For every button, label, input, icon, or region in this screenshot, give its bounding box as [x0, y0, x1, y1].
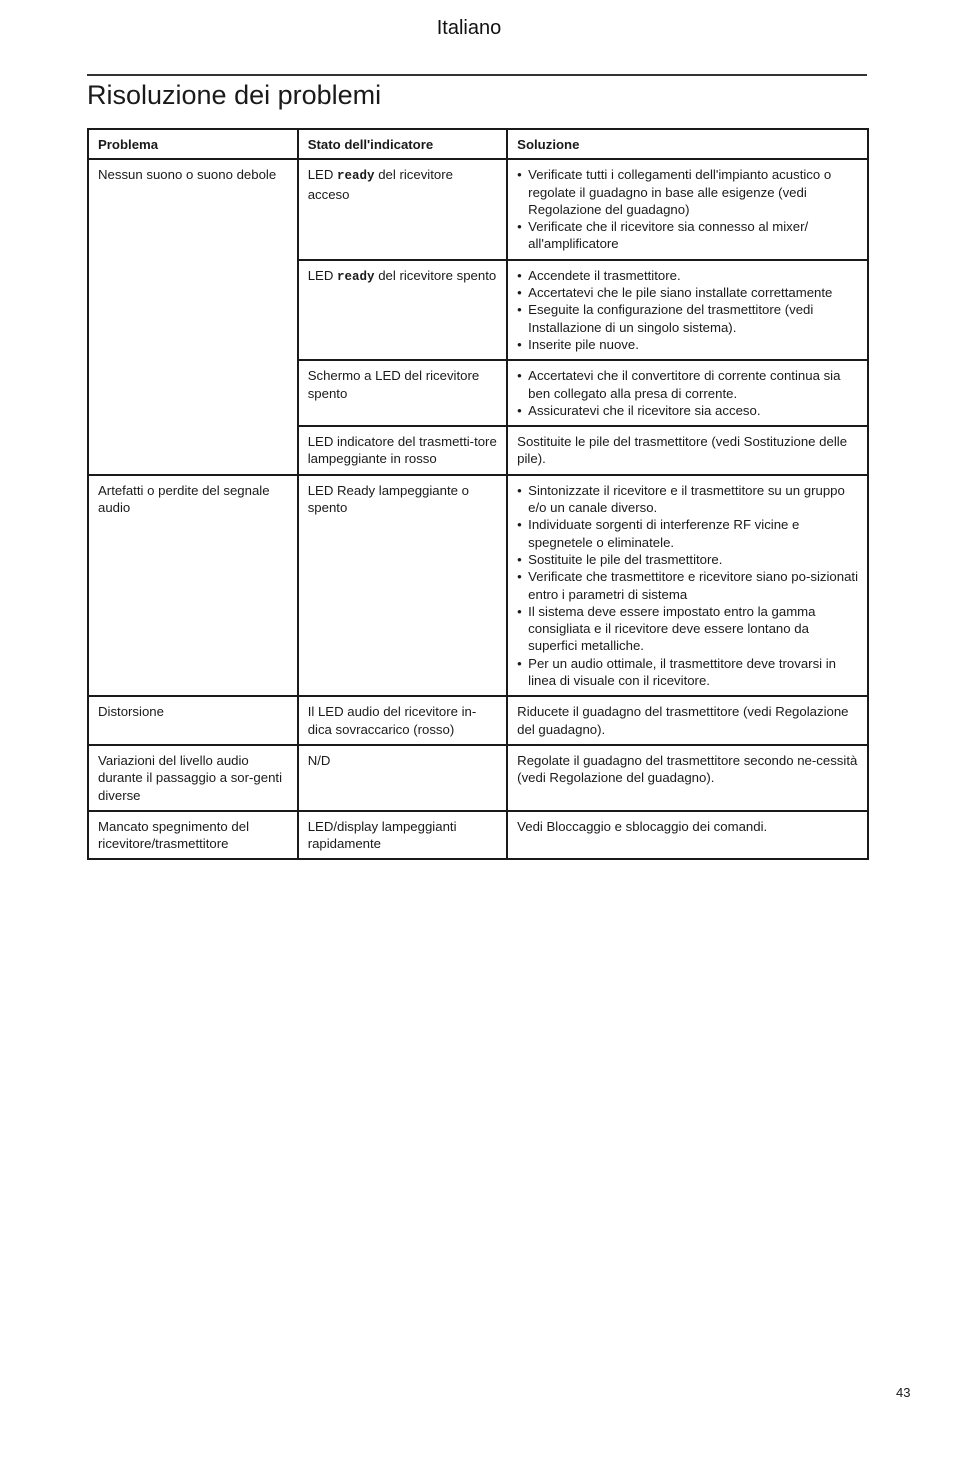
- solution-item: • Accertatevi che il convertitore di corrente continua sia ben collegato alla presa di corrente.: [517, 367, 859, 402]
- status-prefix: LED: [307, 167, 338, 183]
- table-row: [88, 159, 868, 259]
- problem-cell: Variazioni del livello audio durante il passaggio a sor-genti diverse: [88, 745, 298, 811]
- table-row: [88, 696, 868, 745]
- table-row: [88, 811, 868, 860]
- problem-cell: Mancato spegnimento del ricevitore/trasmettitore: [88, 811, 298, 860]
- troubleshooting-table: [87, 128, 869, 860]
- status-cell: [298, 260, 507, 360]
- solution-item: • Verificate che trasmettitore e ricevitore siano po-sizionati entro i parametri di sistema: [517, 568, 859, 603]
- solution-cell: [507, 159, 868, 259]
- status-code: ready: [337, 269, 375, 284]
- status-cell: [298, 159, 507, 259]
- column-header-status: Stato dell'indicatore: [298, 129, 507, 159]
- column-header-problem: Problema: [88, 129, 298, 159]
- status-cell: LED Ready lampeggiante o spento: [298, 475, 507, 697]
- solution-cell: Vedi Bloccaggio e sblocaggio dei comandi.: [507, 811, 868, 860]
- problem-cell: Distorsione: [88, 696, 298, 745]
- solution-item: • Verificate tutti i collegamenti dell'impianto acustico o regolate il guadagno in base alle esigenze (vedi Regolazione del guadagno): [517, 166, 859, 218]
- solution-cell: [507, 260, 868, 360]
- solution-cell: Sostituite le pile del trasmettitore (vedi Sostituzione delle pile).: [507, 426, 868, 475]
- solution-cell: Riducete il guadagno del trasmettitore (vedi Regolazione del guadagno).: [507, 696, 868, 745]
- status-suffix: del ricevitore spento: [374, 267, 497, 283]
- status-cell: LED/display lampeggianti rapidamente: [298, 811, 507, 860]
- problem-cell: Nessun suono o suono debole: [88, 159, 298, 474]
- page-number: 43: [896, 1385, 911, 1400]
- problem-cell: Artefatti o perdite del segnale audio: [88, 475, 298, 697]
- table-row: [88, 745, 868, 811]
- solution-item: • Verificate che il ricevitore sia connesso al mixer/ all'amplificatore: [517, 218, 859, 253]
- column-header-solution: Soluzione: [507, 129, 868, 159]
- status-cell: N/D: [298, 745, 507, 811]
- status-cell: LED indicatore del trasmetti-tore lampeggiante in rosso: [298, 426, 507, 475]
- solution-item: • Accertatevi che le pile siano installate correttamente: [517, 284, 859, 301]
- solution-item: • Il sistema deve essere impostato entro la gamma consigliata e il ricevitore deve essere lontano da superfici metalliche.: [517, 603, 859, 655]
- status-suffix: del ricevitore acceso: [307, 167, 453, 202]
- language-header: Italiano: [436, 17, 502, 39]
- page-title: Risoluzione dei problemi: [87, 80, 382, 110]
- solution-item: • Sintonizzate il ricevitore e il trasmettitore su un gruppo e/o un canale diverso.: [517, 482, 859, 517]
- solution-item: • Inserite pile nuove.: [517, 336, 859, 353]
- status-code: ready: [337, 169, 375, 184]
- solution-item: • Accendete il trasmettitore.: [517, 267, 859, 284]
- solution-item: • Per un audio ottimale, il trasmettitore deve trovarsi in linea di visuale con il ricevitore.: [517, 655, 859, 690]
- status-cell: Il LED audio del ricevitore in-dica sovraccarico (rosso): [298, 696, 507, 745]
- table-header-row: [88, 129, 868, 159]
- title-rule: [87, 74, 867, 76]
- solution-cell: [507, 360, 868, 426]
- solution-item: • Eseguite la configurazione del trasmettitore (vedi Installazione di un singolo sistema).: [517, 301, 859, 336]
- status-prefix: LED: [307, 267, 338, 283]
- solution-cell: [507, 475, 868, 697]
- solution-item: • Sostituite le pile del trasmettitore.: [517, 551, 859, 568]
- status-cell: Schermo a LED del ricevitore spento: [298, 360, 507, 426]
- solution-item: • Assicuratevi che il ricevitore sia acceso.: [517, 402, 859, 419]
- solution-cell: Regolate il guadagno del trasmettitore secondo ne-cessità (vedi Regolazione del guadagno).: [507, 745, 868, 811]
- solution-item: • Individuate sorgenti di interferenze RF vicine e spegnetele o eliminatele.: [517, 516, 859, 551]
- table-row: [88, 475, 868, 697]
